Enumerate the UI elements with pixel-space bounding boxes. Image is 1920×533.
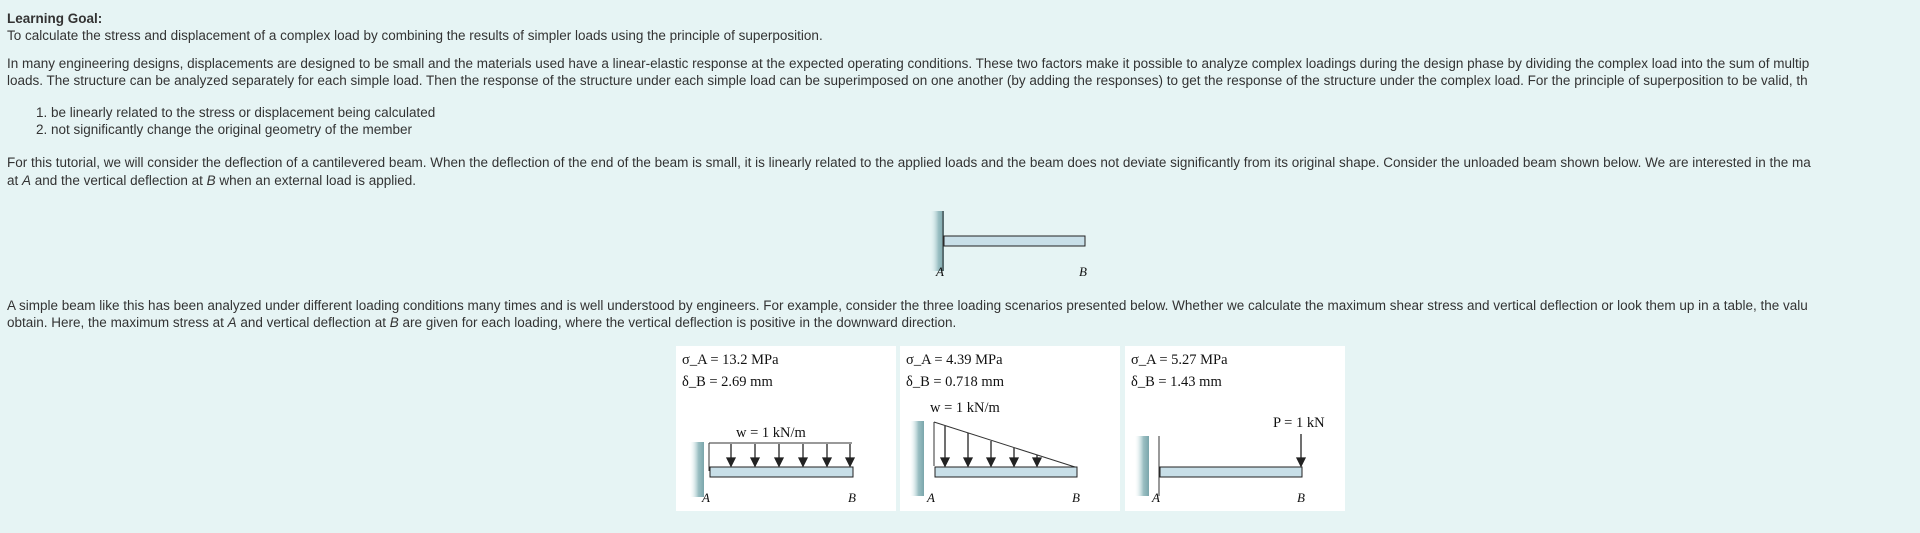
delta-value: δ_B = 0.718 mm — [906, 374, 1004, 390]
svg-text:B: B — [1072, 490, 1080, 505]
sigma-value: σ_A = 5.27 MPa — [1131, 352, 1228, 368]
delta-value: δ_B = 2.69 mm — [682, 374, 773, 390]
svg-text:A: A — [702, 490, 710, 505]
loading-scenario-point — [1125, 346, 1345, 511]
intro-paragraph-line-2: loads. The structure can be analyzed separately for each simple load. Then the response of the structure under each simple load can be superimposed on one another (by adding the responses) to get the response of the structure under the complex load. For the principle of superposition to be valid, th — [7, 73, 1808, 88]
learning-goal-title: Learning Goal: — [7, 11, 103, 26]
beam — [944, 236, 1085, 246]
load-label: P = 1 kN — [1273, 415, 1325, 431]
intro-paragraph-line-1: In many engineering designs, displacements are designed to be small and the materials used have a linear-elastic response at the expected operating conditions. These two factors make it possible to analyze complex loadings during the design phase by dividing the complex load into the sum of multip — [7, 56, 1810, 71]
point-load-arrow — [1297, 434, 1305, 466]
list-item: 2. not significantly change the original geometry of the member — [36, 122, 412, 137]
loading-scenario-uniform — [676, 346, 896, 511]
tutorial-paragraph-line-1: For this tutorial, we will consider the deflection of a cantilevered beam. When the deflection of the end of the beam is small, it is linearly related to the applied loads and the beam does not deviate significantly from its original shape. Consider the unloaded beam shown below. We are interested in the ma — [7, 155, 1811, 170]
load-arrows — [941, 426, 1041, 466]
svg-text:B: B — [848, 490, 856, 505]
scenario-paragraph-line-2: obtain. Here, the maximum stress at A and vertical deflection at B are given for each loading, where the vertical deflection is positive in the downward direction. — [7, 315, 957, 330]
svg-text:A: A — [927, 490, 935, 505]
delta-value: δ_B = 1.43 mm — [1131, 374, 1222, 390]
load-label: w = 1 kN/m — [736, 425, 806, 441]
sigma-value: σ_A = 13.2 MPa — [682, 352, 779, 368]
sigma-value: σ_A = 4.39 MPa — [906, 352, 1003, 368]
loading-scenario-triangular — [900, 346, 1120, 511]
unloaded-beam-figure — [928, 203, 1093, 283]
load-label: w = 1 kN/m — [930, 400, 1000, 416]
svg-text:B: B — [1297, 490, 1305, 505]
list-item: 1. be linearly related to the stress or displacement being calculated — [36, 105, 436, 120]
tutorial-paragraph-line-2: at A and the vertical deflection at B when an external load is applied. — [7, 173, 417, 188]
wall-support — [930, 211, 944, 271]
svg-text:A: A — [1152, 490, 1160, 505]
learning-goal-text: To calculate the stress and displacement of a complex load by combining the results of simpler loads using the principle of superposition. — [7, 28, 823, 43]
label-b: B — [1079, 264, 1087, 279]
scenario-paragraph-line-1: A simple beam like this has been analyzed under different loading conditions many times and is well understood by engineers. For example, consider the three loading scenarios presented below. Whether we calculate the maximum shear stress and vertical deflection or look them up in a table, the valu — [7, 298, 1808, 313]
load-arrows — [727, 444, 854, 466]
label-a: A — [936, 264, 944, 279]
